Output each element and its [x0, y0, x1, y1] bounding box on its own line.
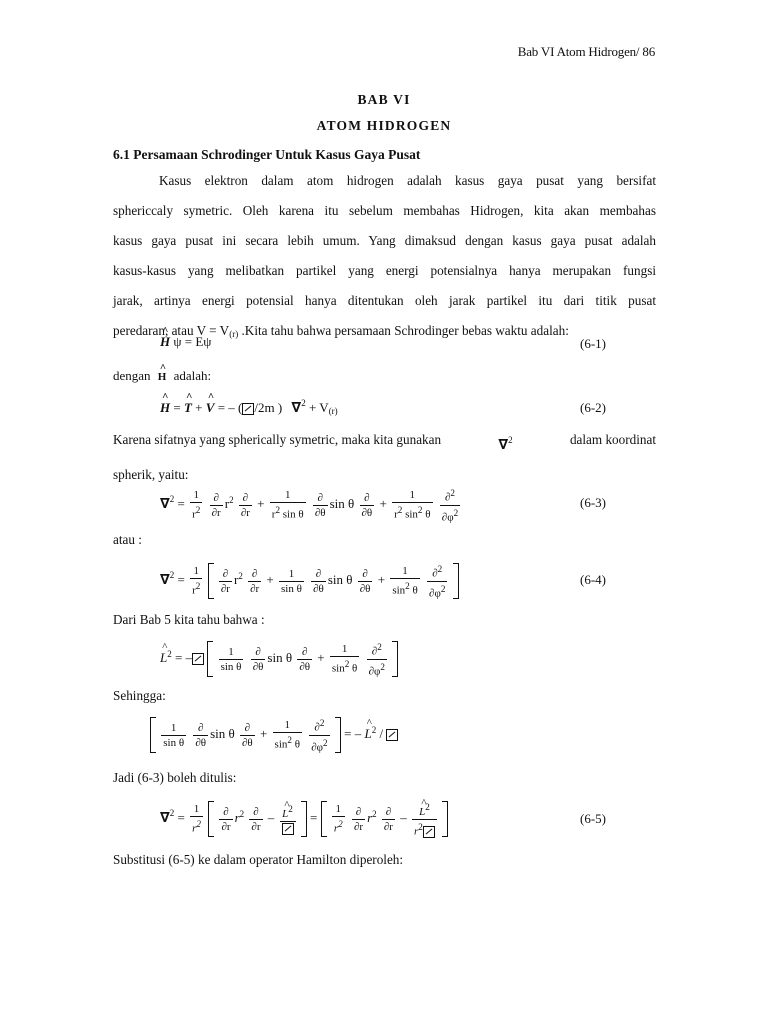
equation-6-1 [160, 334, 211, 350]
para1-line: jarak, artinya energi potensial hanya ditentukan oleh jarak partikel itu dari titik pusat [113, 293, 656, 308]
chapter-title: ATOM HIDROGEN [316, 118, 452, 133]
dari-bab-line: Dari Bab 5 kita tahu bahwa : [113, 612, 265, 627]
para2-line: spherik, yaitu: [113, 467, 189, 482]
equation-6-4: ∇$^2$ = $\frac{1}{r^2}$ $\frac{\partial}{\partial r}$ $r^2$ $\frac{\partial}{\partial r}$ + $\frac{1}{\text{sin θ}}$ $\frac{\partial}{\partial\theta}$ sin θ $\frac{\partial}{\partial\theta}$ + $\frac{1}{\sin^2 \theta}$ $\frac{\partial^2}{\partial\varphi^2}$ [160, 562, 459, 600]
equation-l-squared: ^ $L^2$ = – $\frac{1}{\text{sin θ}}$ $\frac{\partial}{\partial\theta}$ sin θ $\frac{\partial}{\partial\theta}$ + $\frac{1}{\sin^2 \theta}$ $\frac{\partial^2}{\partial\varphi^2}$ [160, 640, 398, 678]
equation-6-5: ∇$^2$ = $\frac{1}{r^2}$ $\frac{\partial}{\partial r}$ $r^2$ $\frac{\partial}{\partial r}$ – ^ $L^2$ = $\frac{1}{r^2}$ $\frac{\partial}{\partial r}$ $r^2$ $\frac{\partial}{\partial r}$ – ^ $\frac{L^2}{r^2}$ [160, 800, 448, 838]
para2-line: Karena sifatnya yang spherically symetric, maka kita gunakan ∇$^2$ dalam koordinat [113, 432, 656, 453]
para1-line: kasus gaya pusat ini secara lebih umum. Yang dimaksud dengan kasus gaya pusat adalah [113, 233, 656, 248]
running-header: Bab VI Atom Hidrogen/ 86 [517, 44, 655, 59]
para1-line: peredaran, atau $V = V_{(r)}$ .Kita tahu bahwa persamaan Schrodinger bebas waktu adalah: [113, 323, 569, 339]
atau-label: atau : [113, 532, 142, 547]
para1-line: Kasus elektron dalam atom hidrogen adalah kasus gaya pusat yang bersifat [159, 173, 656, 188]
dengan-line: dengan ^ H adalah: [113, 368, 211, 384]
para1-line: sphericcaly symetric. Oleh karena itu sebelum membahas Hidrogen, kita akan membahas [113, 203, 656, 218]
paragraph-1 [113, 166, 656, 349]
equation-6-2: ^ H = ^ T + ^ V = – ( /2m ) $\nabla^2 + V_{(r)}$ [160, 398, 338, 416]
equation-6-3: ∇$^2$ = $\frac{1}{r^2}$ $\frac{\partial}{\partial r}$ $r^2$ $\frac{\partial}{\partial r}$ + $\frac{1}{r^2 \sin \theta}$ $\frac{\partial}{\partial\theta}$ sin θ $\frac{\partial}{\partial\theta}$ + $\frac{1}{r^2 \sin^2 \theta}$ $\frac{\partial^2}{\partial\varphi^2}$ [160, 488, 459, 524]
sehingga-label: Sehingga: [113, 688, 166, 703]
equation-body: ψ = Eψ [173, 334, 212, 349]
jadi-label: Jadi (6-3) boleh ditulis: [113, 770, 237, 785]
nabla-symbol: ∇ [498, 437, 509, 453]
paragraph-2 [113, 425, 656, 490]
para1-line: kasus-kasus yang melibatkan partikel yang energi potensialnya hanya merupakan fungsi [113, 263, 656, 278]
hamiltonian-symbol: ^ H [158, 371, 167, 383]
hamiltonian-symbol: ^ H [160, 334, 170, 350]
equation-number: (6-4) [580, 572, 606, 587]
chapter-number: BAB VI [357, 92, 411, 107]
equation-angular: $\frac{1}{\text{sin θ}}$ $\frac{\partial}{\partial\theta}$ sin θ $\frac{\partial}{\partial\theta}$ + $\frac{1}{\sin^2 \theta}$ $\frac{\partial^2}{\partial\varphi^2}$ = – ^ $L^2$ / [150, 716, 398, 754]
equation-number: (6-3) [580, 495, 606, 510]
substitusi-line: Substitusi (6-5) ke dalam operator Hamilton diperoleh: [113, 852, 404, 867]
hbar-symbol [242, 403, 254, 415]
section-title: 6.1 Persamaan Schrodinger Untuk Kasus Gaya Pusat [113, 147, 421, 162]
equation-number: (6-2) [580, 400, 606, 415]
equation-number: (6-1) [580, 336, 606, 351]
equation-number: (6-5) [580, 811, 606, 826]
